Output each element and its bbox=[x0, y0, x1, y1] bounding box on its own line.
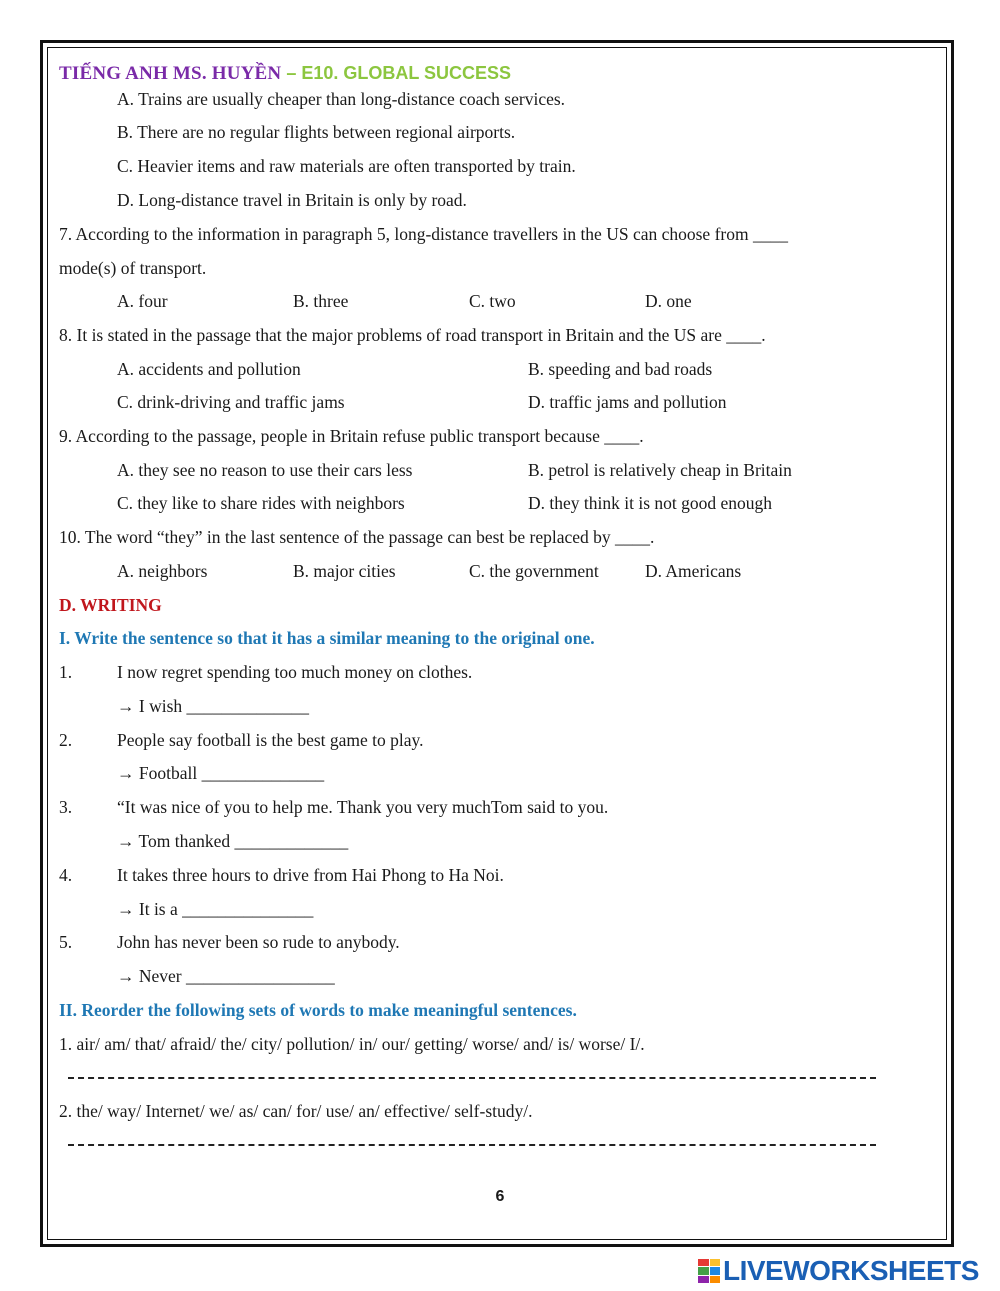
q7-option-c[interactable]: C. two bbox=[469, 291, 516, 311]
writing-item-5-answer[interactable]: → Never _________________ bbox=[117, 966, 335, 986]
page-header bbox=[59, 60, 511, 87]
q6-option-c[interactable]: C. Heavier items and raw materials are often transported by train. bbox=[117, 156, 576, 176]
q9-option-b[interactable]: B. petrol is relatively cheap in Britain bbox=[528, 460, 792, 480]
logo-tile bbox=[710, 1267, 721, 1274]
writing-item-2-number: 2. bbox=[59, 730, 73, 750]
liveworksheets-logo-icon bbox=[698, 1259, 720, 1283]
q8-option-b[interactable]: B. speeding and bad roads bbox=[528, 359, 713, 379]
q9-option-c[interactable]: C. they like to share rides with neighbors bbox=[117, 493, 405, 513]
reorder-answer-line-2[interactable] bbox=[68, 1144, 876, 1146]
q10-option-a[interactable]: A. neighbors bbox=[117, 561, 208, 581]
header-brand: TIẾNG ANH MS. HUYỀN bbox=[59, 63, 282, 84]
q10-option-c[interactable]: C. the government bbox=[469, 561, 599, 581]
logo-tile bbox=[710, 1259, 721, 1266]
q8-option-d[interactable]: D. traffic jams and pollution bbox=[528, 392, 727, 412]
q10-option-b[interactable]: B. major cities bbox=[293, 561, 396, 581]
writing-part1-title: I. Write the sentence so that it has a similar meaning to the original one. bbox=[59, 628, 595, 648]
q8-stem: 8. It is stated in the passage that the major problems of road transport in Britain and the US are ____. bbox=[59, 325, 766, 345]
header-subtitle: – E10. GLOBAL SUCCESS bbox=[281, 63, 512, 83]
writing-item-5-sentence: John has never been so rude to anybody. bbox=[117, 932, 400, 952]
q7-option-b[interactable]: B. three bbox=[293, 291, 349, 311]
writing-item-3-answer[interactable]: → Tom thanked _____________ bbox=[117, 831, 349, 851]
writing-item-3-sentence: “It was nice of you to help me. Thank you very muchTom said to you. bbox=[117, 797, 609, 817]
reorder-item-2: 2. the/ way/ Internet/ we/ as/ can/ for/ use/ an/ effective/ self-study/. bbox=[59, 1101, 533, 1121]
logo-tile bbox=[698, 1267, 709, 1274]
reorder-answer-line-1[interactable] bbox=[68, 1077, 876, 1079]
writing-section-title: D. WRITING bbox=[59, 595, 162, 615]
q6-option-a[interactable]: A. Trains are usually cheaper than long-distance coach services. bbox=[117, 89, 566, 109]
q8-option-c[interactable]: C. drink-driving and traffic jams bbox=[117, 392, 345, 412]
q8-option-a[interactable]: A. accidents and pollution bbox=[117, 359, 301, 379]
q10-option-d[interactable]: D. Americans bbox=[645, 561, 742, 581]
reorder-item-1: 1. air/ am/ that/ afraid/ the/ city/ pollution/ in/ our/ getting/ worse/ and/ is/ worse/ I/. bbox=[59, 1034, 645, 1054]
q9-option-a[interactable]: A. they see no reason to use their cars less bbox=[117, 460, 413, 480]
writing-item-4-number: 4. bbox=[59, 865, 73, 885]
writing-item-4-sentence: It takes three hours to drive from Hai Phong to Ha Noi. bbox=[117, 865, 504, 885]
liveworksheets-logo bbox=[698, 1256, 979, 1286]
logo-tile bbox=[698, 1276, 709, 1283]
q6-option-b[interactable]: B. There are no regular flights between regional airports. bbox=[117, 122, 516, 142]
writing-item-3-number: 3. bbox=[59, 797, 73, 817]
q7-stem-line2: mode(s) of transport. bbox=[59, 258, 207, 278]
liveworksheets-logo-text: LIVEWORKSHEETS bbox=[723, 1255, 979, 1286]
page-number: 6 bbox=[495, 1188, 505, 1205]
writing-part2-title: II. Reorder the following sets of words to make meaningful sentences. bbox=[59, 1000, 577, 1020]
q9-stem: 9. According to the passage, people in Britain refuse public transport because ____. bbox=[59, 426, 644, 446]
q10-stem: 10. The word “they” in the last sentence of the passage can best be replaced by ____. bbox=[59, 527, 655, 547]
writing-item-1-answer[interactable]: → I wish ______________ bbox=[117, 696, 310, 716]
writing-item-1-sentence: I now regret spending too much money on clothes. bbox=[117, 662, 473, 682]
writing-item-1-number: 1. bbox=[59, 662, 73, 682]
writing-item-2-sentence: People say football is the best game to play. bbox=[117, 730, 424, 750]
logo-tile bbox=[698, 1259, 709, 1266]
writing-item-4-answer[interactable]: → It is a _______________ bbox=[117, 899, 314, 919]
writing-item-2-answer[interactable]: → Football ______________ bbox=[117, 763, 325, 783]
q6-option-d[interactable]: D. Long-distance travel in Britain is only by road. bbox=[117, 190, 467, 210]
q9-option-d[interactable]: D. they think it is not good enough bbox=[528, 493, 773, 513]
q7-option-a[interactable]: A. four bbox=[117, 291, 168, 311]
writing-item-5-number: 5. bbox=[59, 932, 73, 952]
logo-tile bbox=[710, 1276, 721, 1283]
q7-stem-line1: 7. According to the information in paragraph 5, long-distance travellers in the US can choose from ____ bbox=[59, 224, 788, 244]
q7-option-d[interactable]: D. one bbox=[645, 291, 692, 311]
